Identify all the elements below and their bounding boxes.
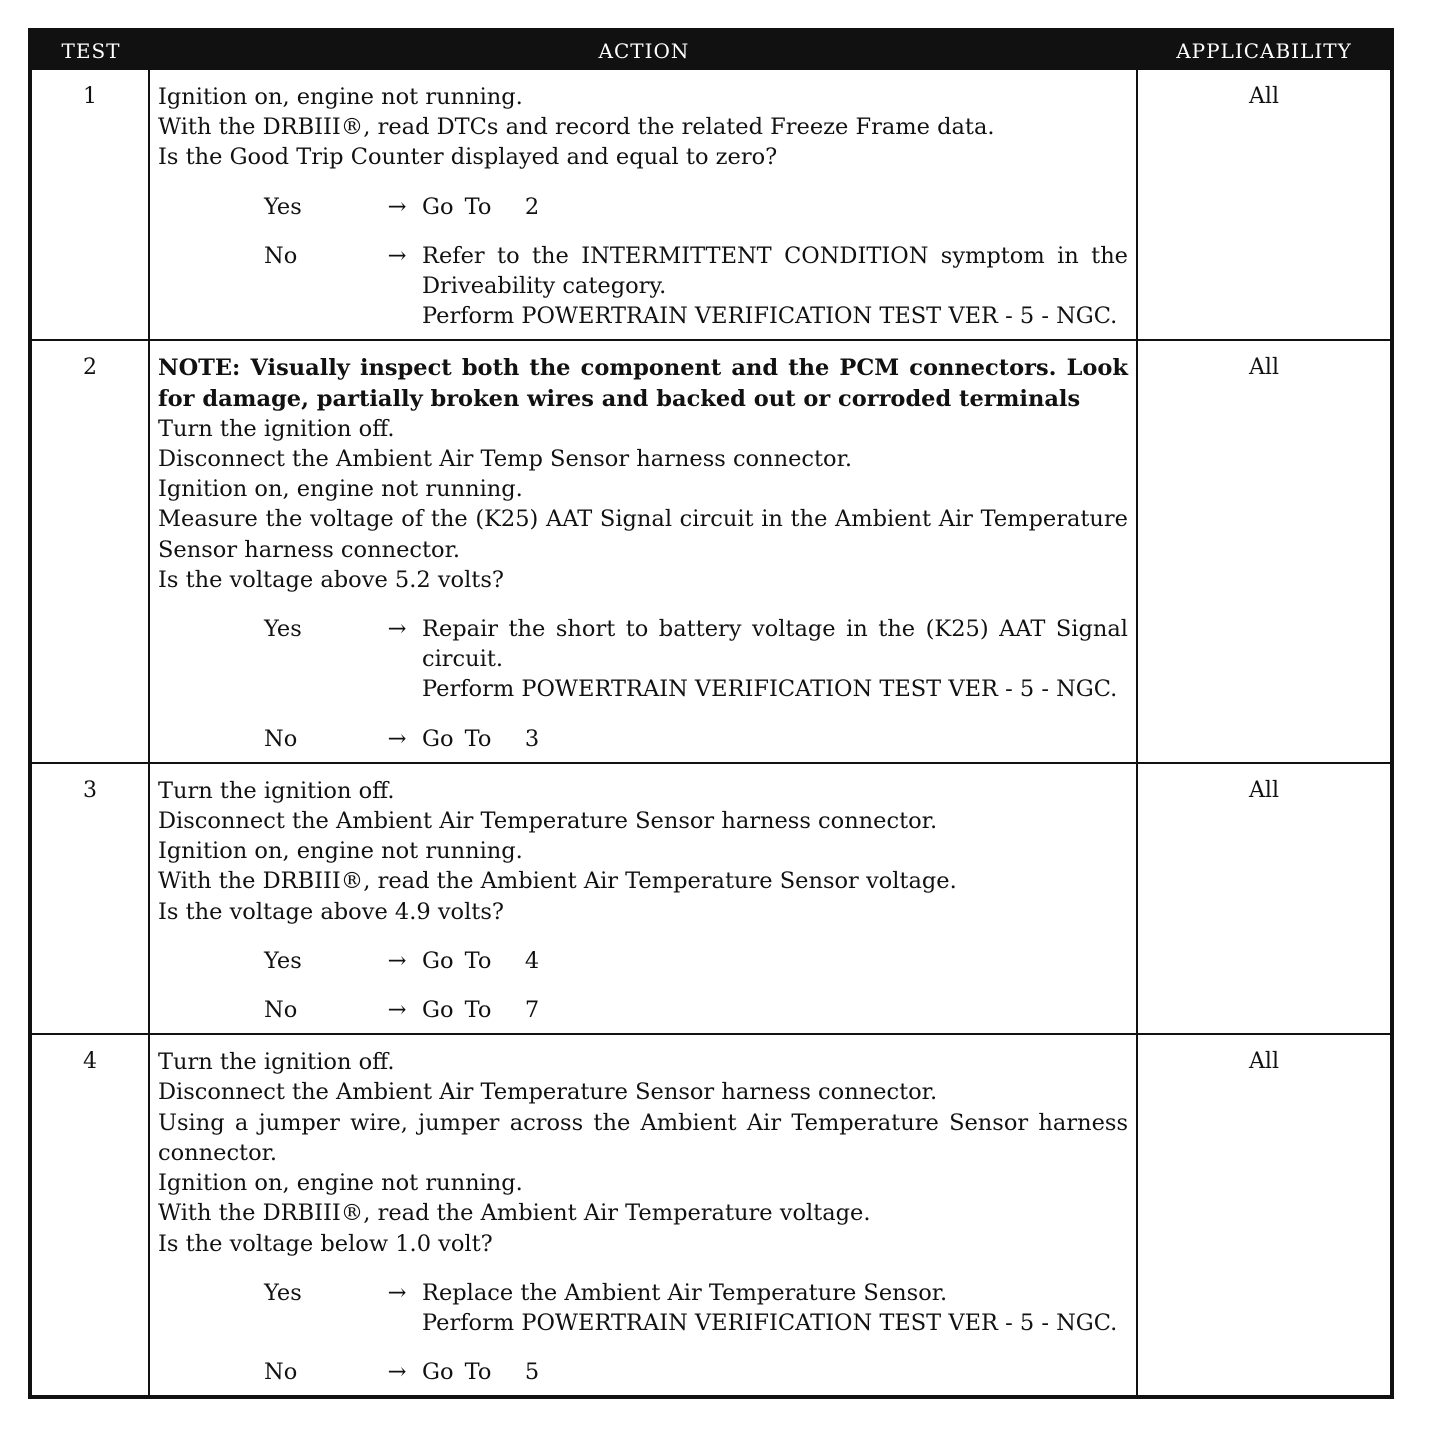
branch-result	[422, 192, 1128, 222]
action-step: Is the voltage below 1.0 volt?	[158, 1230, 493, 1257]
arrow-right-icon: →	[387, 1279, 407, 1306]
test-number: 4	[32, 1035, 150, 1395]
action-step: Ignition on, engine not running.	[158, 1170, 523, 1197]
test-number: 3	[32, 764, 150, 1033]
table-row	[32, 762, 1390, 1033]
table-row	[32, 339, 1390, 761]
action-cell	[150, 70, 1138, 339]
result-line: Refer to the INTERMITTENT CONDITION symptom in the Driveability category.	[422, 242, 1128, 300]
branch-result	[422, 946, 1128, 976]
note-text: NOTE: Visually inspect both the component and the PCM connectors. Look for damage, partially broken wires and backed out or corroded terminals	[158, 355, 1128, 412]
branch-no	[158, 241, 1128, 332]
applicability-cell: All	[1249, 777, 1279, 803]
action-cell	[150, 1035, 1138, 1395]
action-step: Is the voltage above 5.2 volts?	[158, 566, 504, 593]
arrow-right-icon: →	[387, 725, 407, 752]
result-line: Perform POWERTRAIN VERIFICATION TEST VER - 5 - NGC.	[422, 303, 1118, 330]
branch-yes	[158, 946, 1128, 976]
result-line: Go To 3	[422, 725, 540, 752]
header-action: ACTION	[598, 39, 690, 63]
branch-no	[158, 724, 1128, 754]
header-test: TEST	[61, 39, 121, 63]
branch-answer: Yes	[264, 616, 302, 643]
action-step: Ignition on, engine not running.	[158, 84, 523, 110]
arrow-right-icon: →	[387, 242, 407, 269]
result-line: Replace the Ambient Air Temperature Sensor.	[422, 1279, 948, 1306]
header-applicability: APPLICABILITY	[1176, 39, 1352, 63]
arrow-right-icon: →	[387, 947, 407, 974]
action-step: Is the voltage above 4.9 volts?	[158, 898, 504, 925]
branch-no	[158, 1357, 1128, 1387]
branch-yes	[158, 1278, 1128, 1338]
action-step: Turn the ignition off.	[158, 1049, 395, 1076]
arrow-right-icon: →	[387, 997, 407, 1024]
result-line: Go To 7	[422, 997, 540, 1024]
result-line: Perform POWERTRAIN VERIFICATION TEST VER - 5 - NGC.	[422, 1309, 1118, 1336]
action-step: With the DRBIII®, read the Ambient Air Temperature Sensor voltage.	[158, 868, 957, 895]
branch-answer: No	[264, 997, 298, 1024]
table-row	[32, 70, 1390, 339]
branch-answer: Yes	[264, 193, 302, 220]
branch-yes	[158, 614, 1128, 705]
diagnostic-test-table	[28, 28, 1394, 1399]
action-step: With the DRBIII®, read the Ambient Air Temperature voltage.	[158, 1200, 871, 1227]
action-cell	[150, 341, 1138, 761]
table-row	[32, 1033, 1390, 1395]
action-step: Turn the ignition off.	[158, 415, 395, 442]
branch-answer: No	[264, 242, 298, 269]
branch-no	[158, 995, 1128, 1025]
action-step: Disconnect the Ambient Air Temperature Sensor harness connector.	[158, 1079, 938, 1106]
test-number: 2	[32, 341, 150, 761]
result-line: Perform POWERTRAIN VERIFICATION TEST VER - 5 - NGC.	[422, 676, 1118, 703]
branch-answer: Yes	[264, 947, 302, 974]
action-step: Ignition on, engine not running.	[158, 838, 523, 865]
branch-result	[422, 724, 1128, 754]
result-line: Repair the short to battery voltage in the (K25) AAT Signal circuit.	[422, 616, 1128, 673]
result-line: Go To 4	[422, 947, 540, 974]
branch-yes	[158, 192, 1128, 222]
applicability-cell: All	[1249, 355, 1279, 381]
result-line: Go To 2	[422, 193, 540, 220]
branch-answer: No	[264, 725, 298, 752]
action-cell	[150, 764, 1138, 1033]
branch-answer: Yes	[264, 1279, 302, 1306]
arrow-right-icon: →	[387, 1359, 407, 1386]
branch-result	[422, 241, 1128, 332]
action-step: Ignition on, engine not running.	[158, 476, 523, 503]
table-body	[32, 70, 1390, 1395]
result-line: Go To 5	[422, 1359, 540, 1386]
action-step: Is the Good Trip Counter displayed and equal to zero?	[158, 144, 778, 171]
action-step: Disconnect the Ambient Air Temp Sensor harness connector.	[158, 446, 853, 473]
arrow-right-icon: →	[387, 616, 407, 643]
branch-answer: No	[264, 1359, 298, 1386]
branch-result	[422, 1278, 1128, 1338]
action-step: Measure the voltage of the (K25) AAT Signal circuit in the Ambient Air Temperature Sensor harness connector.	[158, 506, 1128, 563]
branch-result	[422, 995, 1128, 1025]
branch-result	[422, 1357, 1128, 1387]
action-step: With the DRBIII®, read DTCs and record the related Freeze Frame data.	[158, 114, 995, 141]
action-step: Turn the ignition off.	[158, 777, 395, 804]
arrow-right-icon: →	[387, 193, 407, 220]
applicability-cell: All	[1249, 1049, 1279, 1075]
action-step: Disconnect the Ambient Air Temperature Sensor harness connector.	[158, 808, 938, 835]
test-number: 1	[32, 70, 150, 339]
branch-result	[422, 614, 1128, 705]
applicability-cell: All	[1249, 84, 1279, 109]
action-step: Using a jumper wire, jumper across the Ambient Air Temperature Sensor harness connector.	[158, 1109, 1128, 1166]
table-header	[32, 32, 1390, 70]
